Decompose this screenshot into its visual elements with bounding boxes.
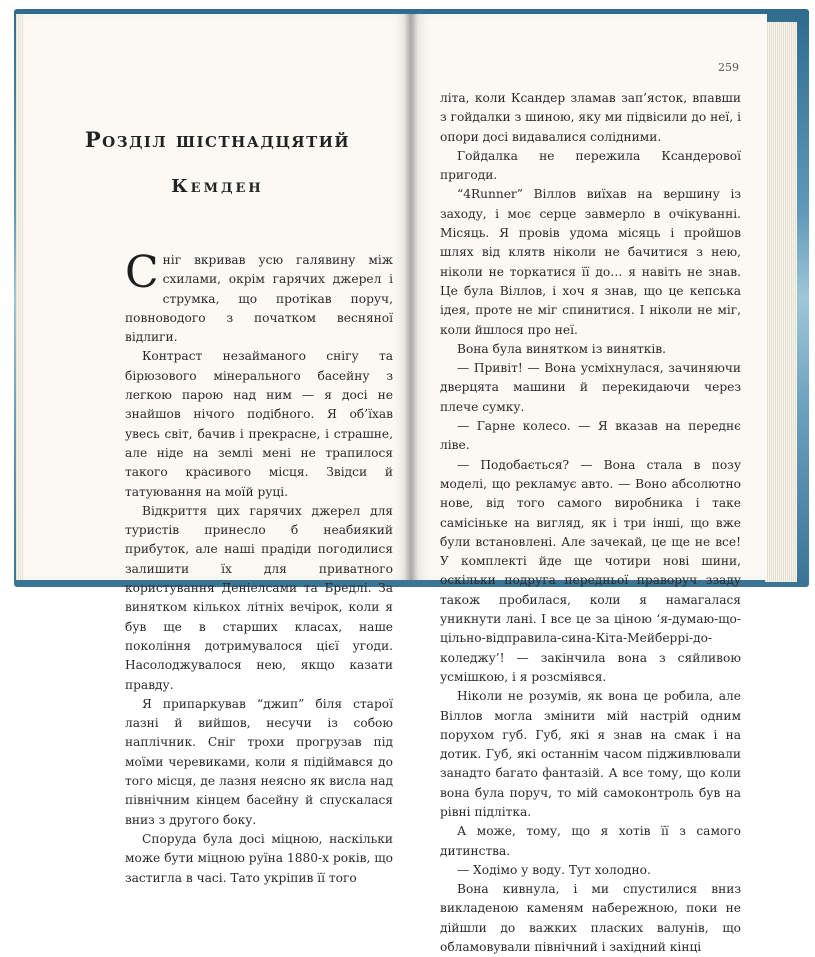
paragraph-text: ніг вкривав усю галявину між схилами, окрім гарячих джерел і струмка, що протікав поруч, повноводого з початком весняної відлиги. xyxy=(125,253,393,345)
left-page xyxy=(24,14,411,885)
paragraph: “4Runner” Віллов виїхав на вершину із заходу, і моє серце завмерло в очікуванні. Місяць. Я провів удома місяць і пройшов шлях від клятв ніколи не бачитися з нею, ніколи не торкатися її до… я навіть не знав. Це була Віллов, і хоч я знав, що це кепська ідея, проте не міг спинитися. І ніколи не міг, коли йшлося про неї. xyxy=(440,187,741,337)
book-spine-shadow xyxy=(404,14,418,580)
paragraph: — Привіт! — Вона усміхнулася, зачиняючи дверцята машини й перекидаючи через плече сумку. xyxy=(440,361,741,414)
paragraph: Вона була винятком із винятків. xyxy=(457,341,667,356)
page-edges-left xyxy=(16,14,24,580)
paragraph xyxy=(125,247,393,347)
paragraph: Споруда була досі міцною, наскільки може бути міцною руїна 1880-х років, що застигла в часі. Тато укріпив її того xyxy=(125,831,393,885)
paragraph: Я припаркував “джип” біля старої лазні й вийшов, несучи із собою наплічник. Сніг трохи прогрузав під моїми черевиками, коли я підіймався до того місця, де лазня неясно як висла над північним кінцем басейну й спускалася вниз з другого боку. xyxy=(125,696,393,827)
right-page xyxy=(411,14,767,955)
page-number: 259 xyxy=(718,61,739,74)
paragraph: Контраст незайманого снігу та бірюзового мінерального басейну з легкою парою над ним — я досі не знайшов нічого подібного. Я об’їхав увесь світ, бачив і прекрасне, і страшне, але ніде на землі мені не трапилося такого красивого місця. Звідси й татуювання на моїй руці. xyxy=(125,349,393,499)
paragraph: — Ходімо у воду. Тут холодно. xyxy=(457,862,651,877)
right-page-body xyxy=(440,89,741,957)
page-edges-right xyxy=(765,22,797,582)
paragraph: А може, тому, що я хотів її з самого дитинства. xyxy=(440,824,741,858)
paragraph: Гойдалка не пережила Ксандерової пригоди. xyxy=(440,148,741,183)
paragraph: Вона кивнула, і ми спустилися вниз викладеною каменям набережною, поки не дійшли до важких пласких валунів, що обламовували північний і західний кінці xyxy=(440,882,741,955)
paragraph: — Подобається? — Вона стала в позу моделі, що рекламує авто. — Воно абсолютно нове, від того самого виробника і таке самісіньке на вигляд, як і три інші, що вже були встановлені. Але зачекай, це ще не все! У комплекті йде ще чотири нові шини, оскільки подруга передньої праворуч ззаду також пробилася, коли я намагалася уникнути лані. І все це за ціною ‘я-думаю-що-цільно-відправила-сина-Кіта-Мейберрі-до-коледжу’! — закінчила вона з сяйливою усмішкою, і я розсміявся. xyxy=(440,457,741,684)
left-page-body xyxy=(125,247,393,888)
chapter-name: Кемден xyxy=(171,176,264,197)
paragraph: Ніколи не розумів, як вона це робила, але Віллов могла змінити мій настрій одним порухом губ. Губ, які я знав на смак і на дотик. Губ, які останнім часом підживлювали занадто багато фантазій. А все тому, що коли вона була поруч, то мій самоконтроль був на рівні підлітка. xyxy=(440,689,741,819)
paragraph: Відкриття цих гарячих джерел для туристів принесло б неабиякий прибуток, але наші прадіди погодилися залишити їх для приватного користування Деніелсами та Бредлі. За винятком кількох літніх вечірок, коли я був ще в старших класах, наше покоління дотримувалося цієї угоди. Насолоджувалося нею, якщо казати правду. xyxy=(125,503,393,692)
drop-cap: С xyxy=(125,247,159,298)
paragraph: — Гарне колесо. — Я вказав на переднє ліве. xyxy=(440,419,741,453)
paragraph: літа, коли Ксандер зламав зап’ясток, впавши з гойдалки з шиною, яку ми підвісили до неї, і опори досі видавалися солідними. xyxy=(440,91,741,144)
chapter-title: Розділ шістнадцятий xyxy=(84,127,351,152)
